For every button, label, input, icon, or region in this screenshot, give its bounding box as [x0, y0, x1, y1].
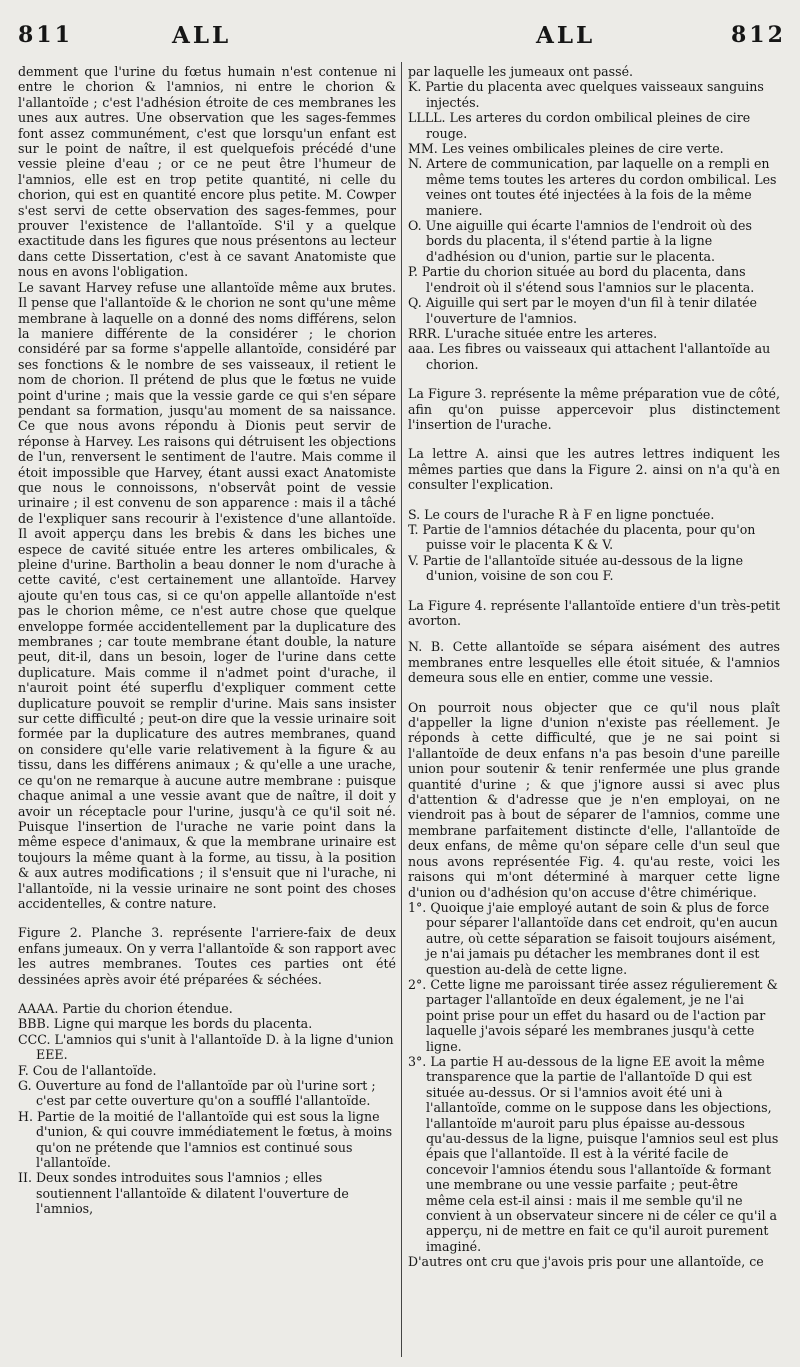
legend-item: V. Partie de l'allantoïde située au-dessous de la ligne d'union, voisine de son cou F. [408, 552, 744, 584]
legend-item: MM. Les veines ombilicales pleines de cire verte. [408, 141, 724, 157]
left-column [18, 64, 396, 1354]
legend-item: N. Artere de communication, par laquelle on a rempli en même tems toutes les arteres du cordon ombilical. Les veines ont toutes été injectées à la fois de la même maniere. [408, 156, 777, 218]
figure-legend [18, 1001, 396, 1217]
legend-item: aaa. Les fibres ou vaisseaux qui attachent l'allantoïde au chorion. [408, 341, 771, 372]
numbered-point: 2°. Cette ligne me paroissant tirée assez régulierement & partager l'allantoïde en deux également, je ne l'ai point prise pour un effet du hasard ou de l'action par laquelle j'avois séparé les membranes jusqu'à cette ligne. [408, 976, 778, 1054]
figure-legend [408, 64, 780, 372]
legend-item: G. Ouverture au fond de l'allantoïde par où l'urine sort ; c'est par cette ouverture qu'on a soufflé l'allantoïde. [18, 1078, 376, 1109]
legend-item: AAAA. Partie du chorion étendue. [18, 1000, 233, 1016]
left-running-head: ALL [172, 22, 232, 49]
paragraph: La lettre A. ainsi que les autres lettres indiquent les mêmes parties que dans la Figure 2. ainsi on n'a qu'à en consulter l'explication. [408, 446, 780, 493]
legend-item: par laquelle les jumeaux ont passé. [408, 64, 634, 79]
right-page-number: 812 [731, 22, 786, 48]
legend-item: II. Deux sondes introduites sous l'amnios ; elles soutiennent l'allantoïde & dilatent l'ouverture de l'amnios, [18, 1170, 349, 1217]
legend-item: RRR. L'urache située entre les arteres. [408, 325, 658, 341]
numbered-point: 1°. Quoique j'aie employé autant de soin & plus de force pour séparer l'allantoïde dans cet endroit, qu'en aucun autre, où cette séparation se faisoit toujours aisément, je n'ai jamais pu détacher les membranes dont il est question au-delà de cette ligne. [408, 899, 778, 977]
paragraph: D'autres ont cru que j'avois pris pour une allantoïde, ce [408, 1254, 764, 1270]
right-column [408, 64, 780, 1354]
legend-item: F. Cou de l'allantoïde. [18, 1062, 157, 1078]
paragraph: demment que l'urine du fœtus humain n'est contenue ni entre le chorion & l'amnios, ni entre le chorion & l'allantoïde ; c'est l'adhésion étroite de ces membranes les unes aux autres. Une observation que les sages-femmes font assez communément, c'est que lorsqu'un enfant est sur le point de naître, il est quelquefois précédé d'une vessie pleine d'eau ; or ce ne peut être l'humeur de l'amnios, elle est en trop petite quantité, ni celle du chorion, qui est en quantité encore plus petite. M. Cowper s'est servi de cette observation des sages-femmes, pour prouver l'existence de l'allantoïde. S'il y a quelque exactitude dans les figures que nous présentons au lecteur dans cette Dissertation, c'est à ce savant Anatomiste que nous en avons l'obligation. [18, 64, 396, 280]
legend-item: CCC. L'amnios qui s'unit à l'allantoïde D. à la ligne d'union EEE. [18, 1031, 394, 1063]
legend-item: P. Partie du chorion située au bord du placenta, dans l'endroit où il s'étend sous l'amnios sur le placenta. [408, 264, 755, 295]
paragraph: Le savant Harvey refuse une allantoïde même aux brutes. Il pense que l'allantoïde & le chorion ne sont qu'une même membrane à laquelle on a donné des noms différens, selon la maniere différente de la considérer ; le chorion considéré par sa forme s'appelle allantoïde, considéré par ses fonctions & le nombre de ses vaisseaux, il retient le nom de chorion. Il prétend de plus que le fœtus ne vuide point d'urine ; mais que la vessie garde ce qui s'en sépare pendant sa formation, jusqu'au moment de sa naissance. Ce que nous avons répondu à Dionis peut servir de réponse à Harvey. Les raisons qui détruisent les objections de l'un, renversent le sentiment de l'autre. Mais comme il étoit impossible que Harvey, étant aussi exact Anatomiste que nous le connoissons, n'observât point de vessie urinaire ; il est convenu de son apparence : mais il a tâché de l'expliquer sans recourir à l'existence d'une allantoïde. Il avoit apperçu dans les brebis & dans les biches une espece de cavité située entre les arteres ombilicales, & pleine d'urine. Bartholin a beau donner le nom d'urache à cette cavité, c'est certainement une allantoïde. Harvey ajoute qu'en tous cas, si ce qu'on appelle allantoïde n'est pas le chorion même, ce n'est autre chose que quelque enveloppe formée accidentellement par la duplicature des membranes ; car toute membrane étant double, la nature peut, dit-il, dans un besoin, loger de l'urine dans cette duplicature. Mais comme il n'admet point d'urache, il n'auroit point été superflu d'expliquer comment cette duplicature pouvoit se remplir d'urine. Mais sans insister sur cette difficulté ; peut-on dire que la vessie urinaire soit formée par la duplicature des autres membranes, quand on considere qu'elle varie relativement à la figure & au tissu, dans les différens animaux ; & qu'elle a une urache, ce qu'on ne remarque à aucune autre membrane : puisque chaque animal a une vessie avant que de naître, il doit y avoir un réceptacle pour l'urine, jusqu'à ce qu'il soit né. Puisque l'insertion de l'urache ne varie point dans la même espece d'animaux, & que la membrane urinaire est toujours la même quant à la forme, au tissu, à la position & aux autres modifications ; il s'ensuit que ni l'urache, ni l'allantoïde, ni la vessie urinaire ne sont point des choses accidentelles, & contre nature. [18, 279, 396, 911]
paragraph: On pourroit nous objecter que ce qu'il nous plaît d'appeller la ligne d'union n'existe pas réellement. Je réponds à cette difficulté, que je ne sai point si l'allantoïde de deux enfans n'a pas besoin d'une pareille union pour soutenir & tenir renfermée une plus grande quantité d'urine ; & que j'ignore aussi si avec plus d'attention & d'adresse que je n'en employai, on ne viendroit pas à bout de séparer de l'amnios, comme une membrane parfaitement distincte d'elle, l'allantoïde de deux enfans, de même qu'on sépare celle d'un seul que nous avons représentée Fig. 4. qu'au reste, voici les raisons qui m'ont déterminé à marquer cette ligne d'union ou d'adhésion qu'on accuse d'être chimérique. [408, 699, 780, 900]
legend-item: BBB. Ligne qui marque les bords du placenta. [18, 1016, 313, 1032]
legend-item: Q. Aiguille qui sert par le moyen d'un fil à tenir dilatée l'ouverture de l'amnios. [408, 295, 757, 326]
nota-bene: N. B. Cette allantoïde se sépara aisément des autres membranes entre lesquelles elle étoit située, & l'amnios demeura sous elle en entier, comme une vessie. [408, 639, 780, 686]
numbered-point: 3°. La partie H au-dessous de la ligne EE avoit la même transparence que la partie de l'allantoïde D qui est située au-dessus. Or si l'amnios avoit été uni à l'allantoïde, comme on le suppose dans les objections, l'allantoïde m'auroit paru plus épaisse au-dessous qu'au-dessus de la ligne, puisque l'amnios seul est plus épais que l'allantoïde. Il est à la vérité facile de concevoir l'amnios étendu sous l'allantoïde & formant une membrane ou une vessie parfaite ; peut-être même cela est-il ainsi : mais il me semble qu'il ne convient à un observateur sincere ni de céler ce qu'il a apperçu, ni de mettre en fait ce qu'il auroit purement imaginé. [408, 1053, 779, 1254]
figure-caption: La Figure 4. représente l'allantoïde entiere d'un très-petit avorton. [408, 597, 780, 628]
page-header [0, 22, 800, 58]
legend-item: T. Partie de l'amnios détachée du placenta, pour qu'on puisse voir le placenta K & V. [408, 521, 756, 553]
figure-caption: Figure 2. Planche 3. représente l'arriere-faix de deux enfans jumeaux. On y verra l'allantoïde & son rapport avec les autres membranes. Toutes ces parties ont été dessinées après avoir été préparées & séchées. [18, 925, 396, 987]
figure-caption: La Figure 3. représente la même préparation vue de côté, afin qu'on puisse appercevoir plus distinctement l'insertion de l'urache. [408, 386, 780, 432]
right-running-head: ALL [536, 22, 596, 49]
legend-item: LLLL. Les arteres du cordon ombilical pleines de cire rouge. [408, 110, 751, 141]
legend-item: H. Partie de la moitié de l'allantoïde qui est sous la ligne d'union, & qui couvre immédiatement le fœtus, à moins qu'on ne prétende que l'amnios est continué sous l'allantoïde. [18, 1108, 393, 1171]
column-divider [401, 62, 402, 1357]
left-page-number: 811 [18, 22, 73, 48]
legend-item: O. Une aiguille qui écarte l'amnios de l'endroit où des bords du placenta, il s'étend partie à la ligne d'adhésion ou d'union, partie sur le placenta. [408, 218, 752, 264]
legend-item: K. Partie du placenta avec quelques vaisseaux sanguins injectés. [408, 79, 764, 110]
figure-legend [408, 507, 780, 584]
legend-item: S. Le cours de l'urache R à F en ligne ponctuée. [408, 506, 715, 522]
